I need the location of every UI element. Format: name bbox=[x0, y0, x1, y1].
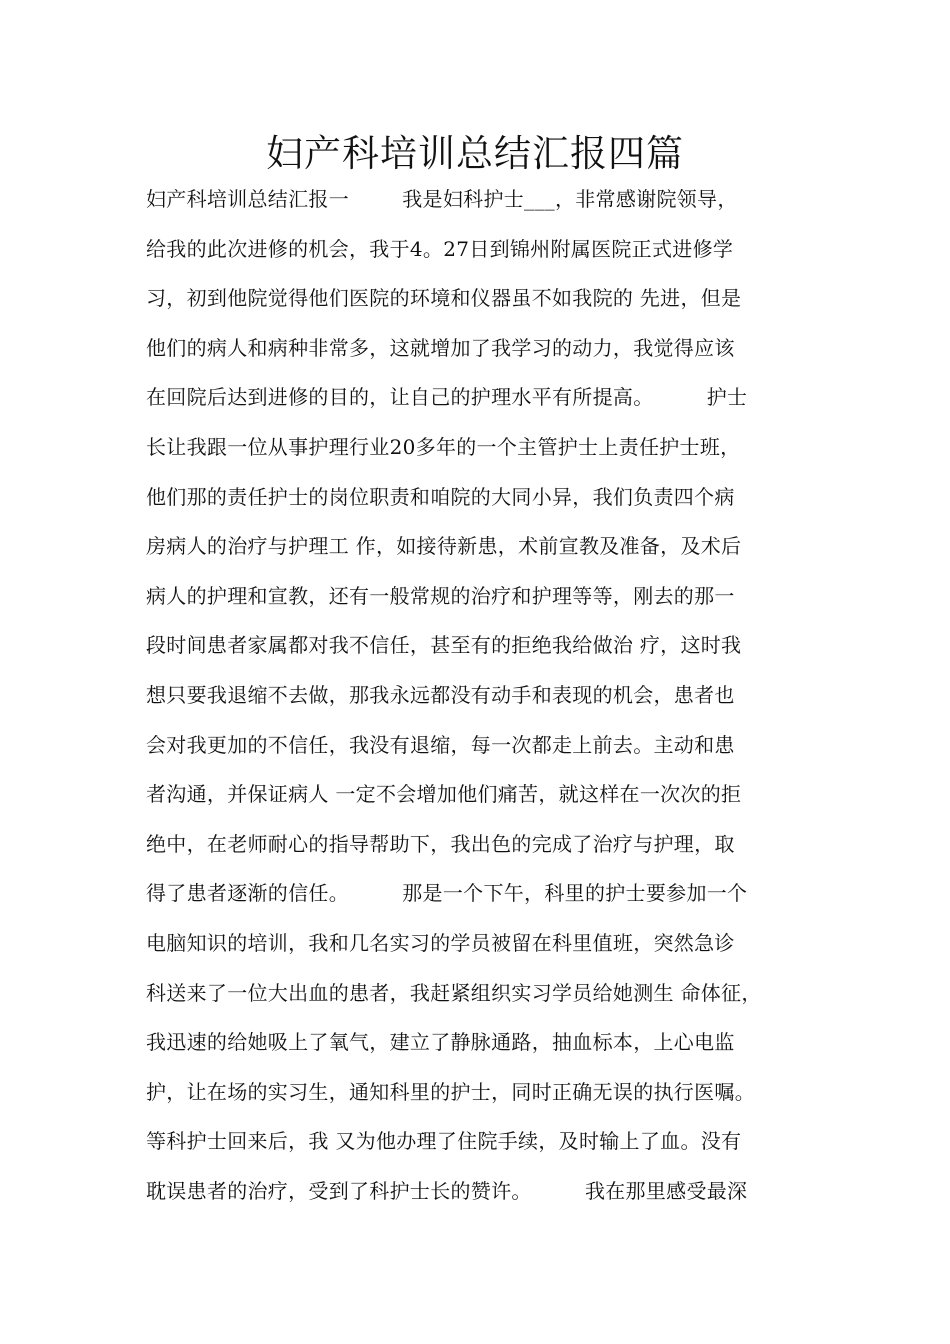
body-line: 耽误患者的治疗，受到了科护士长的赞许。 我在那里感受最深 bbox=[146, 1178, 748, 1203]
body-line: 房病人的治疗与护理工 作，如接待新患，术前宣教及准备，及术后 bbox=[146, 534, 742, 559]
body-line: 会对我更加的不信任，我没有退缩，每一次都走上前去。主动和患 bbox=[146, 732, 735, 757]
body-line: 长让我跟一位从事护理行业20多年的一个主管护士上责任护士班， bbox=[146, 434, 741, 459]
body-line: 习，初到他院觉得他们医院的环境和仪器虽不如我院的 先进，但是 bbox=[146, 286, 742, 311]
body-line: 想只要我退缩不去做，那我永远都没有动手和表现的机会，患者也 bbox=[146, 682, 735, 707]
body-line: 病人的护理和宣教，还有一般常规的治疗和护理等等，刚去的那一 bbox=[146, 583, 735, 608]
body-line: 护，让在场的实习生，通知科里的护士，同时正确无误的执行医嘱。 bbox=[146, 1079, 755, 1104]
body-line: 科送来了一位大出血的患者，我赶紧组织实习学员给她测生 命体征， bbox=[146, 980, 762, 1005]
body-line: 在回院后达到进修的目的，让自己的护理水平有所提高。 护士 bbox=[146, 385, 748, 410]
body-line: 我迅速的给她吸上了氧气，建立了静脉通路，抽血标本，上心电监 bbox=[146, 1030, 735, 1055]
body-line: 绝中，在老师耐心的指导帮助下，我出色的完成了治疗与护理，取 bbox=[146, 831, 735, 856]
document-title: 妇产科培训总结汇报四篇 bbox=[266, 132, 684, 175]
body-line: 者沟通，并保证病人 一定不会增加他们痛苦，就这样在一次次的拒 bbox=[146, 782, 742, 807]
body-line: 段时间患者家属都对我不信任，甚至有的拒绝我给做治 疗，这时我 bbox=[146, 633, 742, 658]
body-line: 他们的病人和病种非常多，这就增加了我学习的动力，我觉得应该 bbox=[146, 335, 735, 360]
body-line: 电脑知识的培训，我和几名实习的学员被留在科里值班，突然急诊 bbox=[146, 930, 735, 955]
body-line: 妇产科培训总结汇报一 我是妇科护士___，非常感谢院领导， bbox=[146, 187, 738, 211]
body-line: 他们那的责任护士的岗位职责和咱院的大同小异，我们负责四个病 bbox=[146, 484, 735, 509]
document-body bbox=[146, 181, 822, 1222]
body-line: 给我的此次进修的机会，我于4。27日到锦州附属医院正式进修学 bbox=[146, 236, 734, 261]
body-line: 得了患者逐渐的信任。 那是一个下午，科里的护士要参加一个 bbox=[146, 881, 748, 906]
body-line: 等科护士回来后，我 又为他办理了住院手续，及时输上了血。没有 bbox=[146, 1129, 742, 1154]
